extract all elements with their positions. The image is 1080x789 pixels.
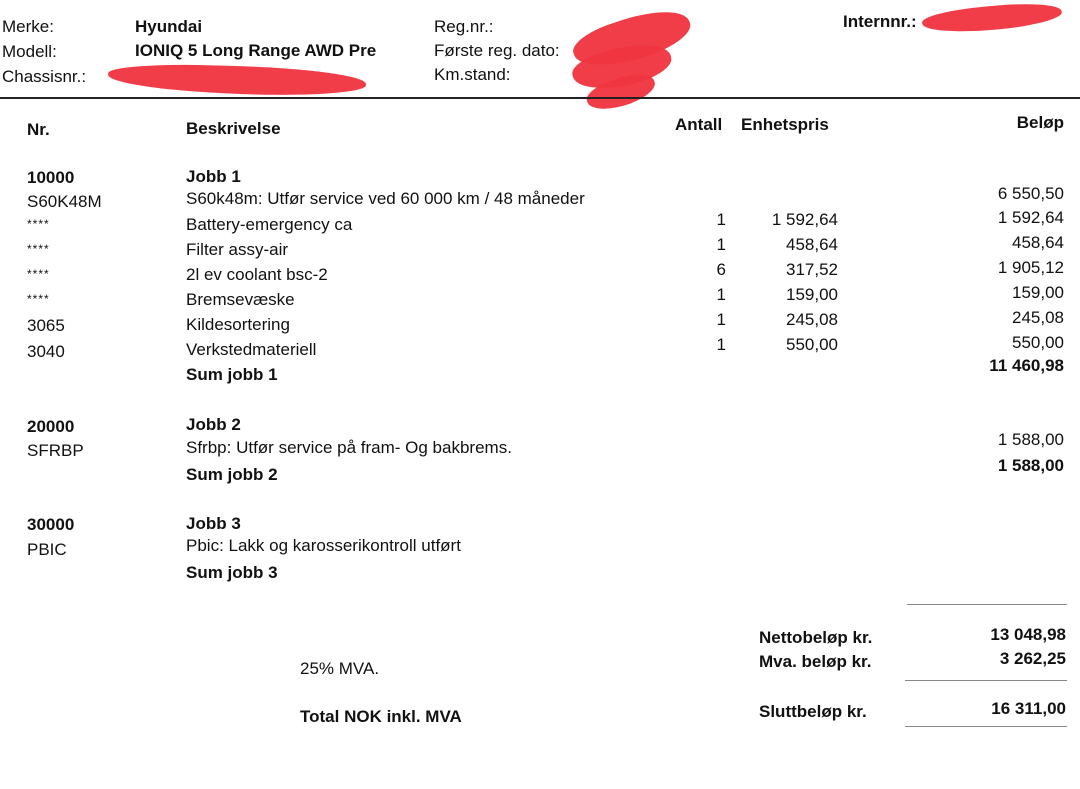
line-nr: SFRBP xyxy=(27,441,84,460)
col-beskrivelse: Beskrivelse xyxy=(186,119,281,138)
internnr-label: Internnr.: xyxy=(843,12,917,31)
line-amount: 1 588,00 xyxy=(997,430,1064,449)
line-amount: 458,64 xyxy=(1012,233,1064,252)
regnr-label: Reg.nr.: xyxy=(434,17,494,36)
line-amount: 6 550,50 xyxy=(997,184,1064,203)
line-quantity: 1 xyxy=(716,285,726,304)
netto-value: 13 048,98 xyxy=(990,625,1066,644)
chassis-label: Chassisnr.: xyxy=(2,67,87,86)
line-amount: 245,08 xyxy=(1012,308,1064,327)
totals-divider xyxy=(905,726,1067,727)
merke-label: Merke: xyxy=(2,17,54,36)
line-nr: 3065 xyxy=(27,316,65,335)
line-amount: 159,00 xyxy=(1012,283,1064,302)
totals-divider xyxy=(905,680,1067,681)
merke-value: Hyundai xyxy=(135,17,203,36)
line-quantity: 1 xyxy=(716,335,726,354)
line-description: Filter assy-air xyxy=(186,240,289,259)
col-nr: Nr. xyxy=(27,120,50,139)
line-description: Battery-emergency ca xyxy=(186,215,353,234)
line-nr: **** xyxy=(27,217,50,231)
job-title: Jobb 1 xyxy=(186,167,241,186)
line-unit-price: 317,52 xyxy=(786,260,838,279)
line-nr: 3040 xyxy=(27,342,65,361)
job-nr: 20000 xyxy=(27,417,75,436)
totals-divider xyxy=(907,604,1067,605)
mva-label: Mva. beløp kr. xyxy=(759,652,872,671)
line-nr: **** xyxy=(27,242,50,256)
job-title: Jobb 2 xyxy=(186,415,241,434)
col-antall: Antall xyxy=(675,115,723,134)
line-unit-price: 1 592,64 xyxy=(771,210,838,229)
line-unit-price: 458,64 xyxy=(786,235,838,254)
job-sum-label: Sum jobb 3 xyxy=(186,563,278,582)
line-amount: 1 592,64 xyxy=(997,208,1064,227)
line-quantity: 1 xyxy=(716,235,726,254)
line-description: Bremsevæske xyxy=(186,290,295,309)
total-label: Total NOK inkl. MVA xyxy=(300,707,462,726)
mva-value: 3 262,25 xyxy=(999,649,1066,668)
modell-value: IONIQ 5 Long Range AWD Pre xyxy=(135,41,377,60)
line-description: Pbic: Lakk og karosserikontroll utført xyxy=(186,536,461,555)
job-sum-label: Sum jobb 1 xyxy=(186,365,278,384)
slutt-value: 16 311,00 xyxy=(991,699,1066,718)
line-quantity: 6 xyxy=(716,260,726,279)
line-quantity: 1 xyxy=(716,310,726,329)
line-description: Kildesortering xyxy=(186,315,290,334)
job-sum-label: Sum jobb 2 xyxy=(186,465,278,484)
line-amount: 550,00 xyxy=(1012,333,1064,352)
line-description: 2l ev coolant bsc-2 xyxy=(186,265,328,284)
job-nr: 30000 xyxy=(27,515,75,534)
job-sum-value: 1 588,00 xyxy=(997,456,1064,475)
line-quantity: 1 xyxy=(716,210,726,229)
netto-label: Nettobeløp kr. xyxy=(759,628,873,647)
line-unit-price: 159,00 xyxy=(786,285,838,304)
kmstand-label: Km.stand: xyxy=(434,65,511,84)
line-description: S60k48m: Utfør service ved 60 000 km / 48 måneder xyxy=(186,189,585,208)
slutt-label: Sluttbeløp kr. xyxy=(759,702,867,721)
line-nr: S60K48M xyxy=(27,192,102,211)
redaction-mark xyxy=(921,0,1063,37)
line-nr: PBIC xyxy=(27,540,67,559)
mva-rate: 25% MVA. xyxy=(300,659,380,678)
job-sum-value: 11 460,98 xyxy=(989,356,1064,375)
col-belop: Beløp xyxy=(1016,113,1064,132)
line-description: Verkstedmateriell xyxy=(186,340,317,359)
job-nr: 10000 xyxy=(27,168,75,187)
line-unit-price: 245,08 xyxy=(786,310,838,329)
forste-reg-label: Første reg. dato: xyxy=(434,41,560,60)
line-amount: 1 905,12 xyxy=(997,258,1064,277)
line-description: Sfrbp: Utfør service på fram- Og bakbrems. xyxy=(186,438,512,457)
modell-label: Modell: xyxy=(2,42,57,61)
header-divider xyxy=(0,97,1080,99)
job-title: Jobb 3 xyxy=(186,514,241,533)
col-enhetspris: Enhetspris xyxy=(741,115,829,134)
line-nr: **** xyxy=(27,292,50,306)
redaction-mark xyxy=(108,63,367,98)
line-unit-price: 550,00 xyxy=(786,335,838,354)
line-nr: **** xyxy=(27,267,50,281)
